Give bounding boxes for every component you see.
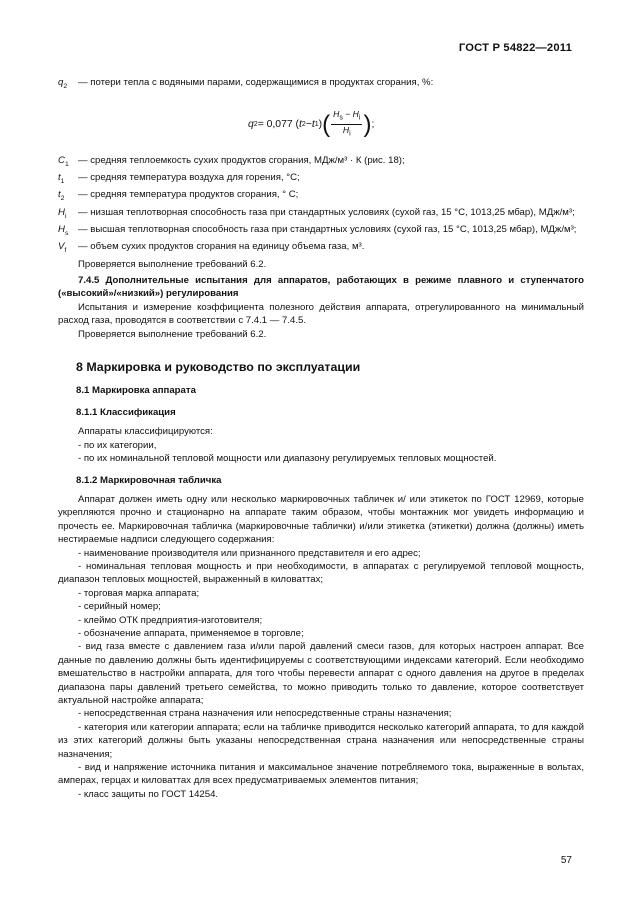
classification-intro: Аппараты классифицируются: (78, 426, 213, 438)
list-item: - категория или категории аппарата; если на табличке приводится несколько категорий аппарата, то для каждой из этих категорий должны быть указаны непосредственная страна назначения или непосредственные страны назначения; (58, 721, 584, 760)
section-8-1-1-title: 8.1.1 Классификация (76, 406, 176, 418)
document-code: ГОСТ Р 54822—2011 (458, 42, 572, 54)
section-7-4-5-title: 7.4.5 Дополнительные испытания для аппаратов, работающих в режиме плавного и ступенчатого («высокий»/«низкий») регулирования (58, 275, 584, 300)
list-item: - по их категории, (78, 439, 157, 451)
list-item: - вид и напряжение источника питания и максимальное значение потребляемого тока, выраженные в вольтах, амперах, герцах и киловаттах для всех предусматриваемых элементов питания; (58, 762, 584, 787)
list-item: - класс защиты по ГОСТ 14254. (78, 788, 219, 800)
definition-symbol: $q_2$ (58, 77, 68, 90)
list-item: - торговая марка аппарата; (78, 587, 200, 599)
list-item: - серийный номер; (78, 601, 161, 613)
formula-q2: q 2 = 0,077 ( t 2 − t 1 ) ( $\frac{H_s - H_i}{H_i}$ ) ; (248, 109, 375, 138)
definition-t1: $t_1$ — средняя температура воздуха для горения, °С; (58, 172, 300, 185)
section-7-4-5-body: Испытания и измерение коэффициента полезного действия аппарата, отрегулированного на минимальный расход газа, проводятся в соответствии с 7.4.1 — 7.4.5. (58, 301, 584, 327)
definition-t2: $t_2$ — средняя температура продуктов сгорания, ° С; (58, 189, 299, 203)
check-requirements: Проверяется выполнение требований 6.2. (78, 258, 267, 270)
formula-fraction: $\frac{H_s - H_i}{H_i}$ (333, 109, 361, 138)
definition-hi: $H_i$ — низшая теплотворная способность газа при стандартных условиях (сухой газ, 15 °С, 1013,25 мбар), МДж/м³; (58, 206, 575, 220)
definition-vf: $V_f$ — объем сухих продуктов сгорания на единицу объема газа, м³. (58, 241, 365, 255)
list-item: - номинальная тепловая мощность и при необходимости, в аппаратах с регулируемой тепловой мощность, диапазон тепловых мощностей, выраженный в киловаттах; (58, 560, 584, 586)
list-item: - клеймо ОТК предприятия-изготовителя; (78, 614, 263, 626)
definition-c1: $C_1$ — средняя теплоемкость сухих продуктов сгорания, МДж/м³ · К (рис. 18); (58, 154, 405, 168)
page-number: 57 (560, 855, 572, 866)
definition-hs: $H_s$ — высшая теплотворная способность газа при стандартных условиях (сухой газ, 15 °С, 1013,25 мбар), МДж/м³; (58, 224, 577, 237)
definition-text: — потери тепла с водяными парами, содержащимися в продуктах сгорания, %: (78, 77, 434, 88)
list-item: - вид газа вместе с давлением газа и/или парой давлений смеси газов, для которых настроен аппарат. Все данные по давлению должны быть идентифицируемы с соответствующими индексами категорий. Если необходимо вмешательство в настройки аппарата, для того чтобы перевести аппарат с одного давления на другое в пределах диапазона пары давлений третьего семейства, то можно приводить только то давление, которое соответствует актуальной настройке аппарата; (58, 641, 584, 706)
section-8-1-2-title: 8.1.2 Маркировочная табличка (76, 474, 222, 486)
list-item: - обозначение аппарата, применяемое в торговле; (78, 627, 304, 639)
list-item: - непосредственная страна назначения или непосредственные страны назначения; (78, 708, 452, 720)
section-8-1-title: 8.1 Маркировка аппарата (76, 385, 196, 397)
marking-plate-intro: Аппарат должен иметь одну или несколько маркировочных табличек и/ или этикеток по ГОСТ 12969, которые укрепляются прочно и стационарно на аппарате таким образом, чтобы монтажник мог увидеть информацию и прочесть ее. Маркировочная табличка (маркировочные таблички) и/или этикетка (этикетки) должна (должны) иметь нестираемые надписи следующего содержания: (58, 493, 584, 546)
section-8-title: 8 Маркировка и руководство по эксплуатации (76, 360, 361, 375)
list-item: - наименование производителя или признанного представителя и его адрес; (78, 547, 421, 559)
section-7-4-5-check: Проверяется выполнение требований 6.2. (78, 328, 267, 340)
definition-q2 (58, 76, 584, 93)
page-content (58, 76, 584, 801)
list-item: - по их номинальной тепловой мощности или диапазону регулируемых тепловых мощностей. (78, 453, 497, 465)
